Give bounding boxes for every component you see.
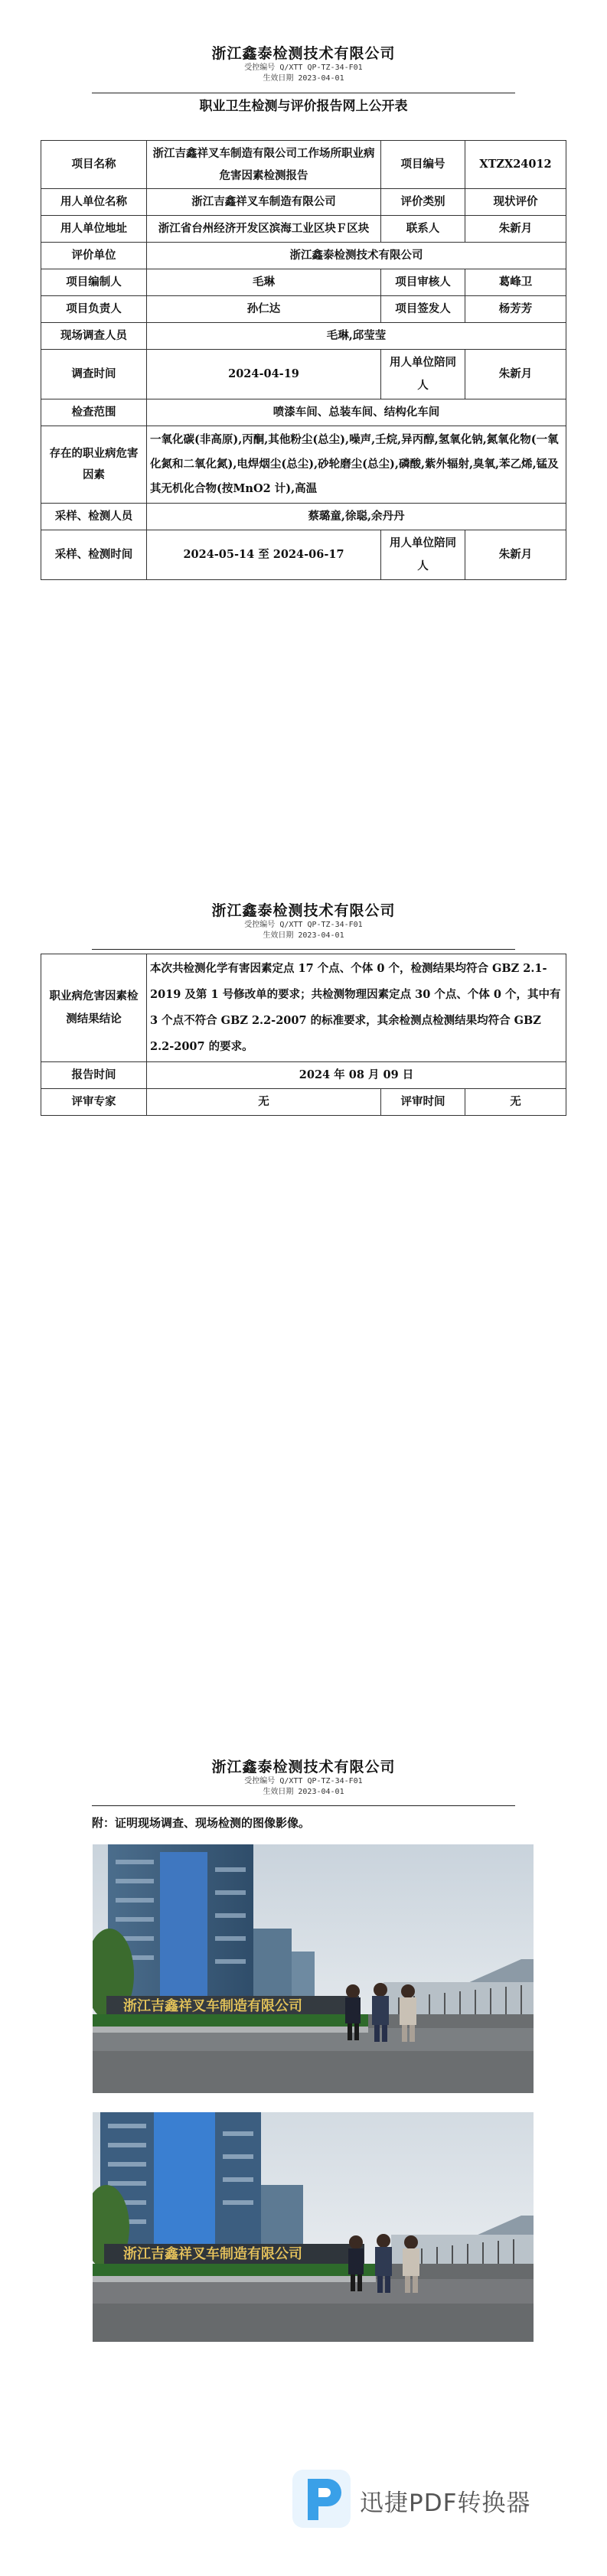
compiler-label: 项目编制人 bbox=[41, 269, 147, 296]
reviewer-label: 项目审核人 bbox=[381, 269, 465, 296]
escort2-value: 朱新月 bbox=[465, 530, 566, 580]
page-title: 职业卫生检测与评价报告网上公开表 bbox=[199, 99, 408, 114]
survey-time-label: 调查时间 bbox=[41, 350, 147, 399]
sampling-time-label: 采样、检测时间 bbox=[41, 530, 147, 580]
scope-value: 喷漆车间、总装车间、结构化车间 bbox=[147, 399, 566, 426]
conclusion-label: 职业病危害因素检测结果结论 bbox=[41, 954, 147, 1062]
table-row bbox=[41, 243, 566, 269]
hazards-value: 一氧化碳(非高原),丙酮,其他粉尘(总尘),噪声,壬烷,异丙醇,氢氧化钠,氮氧化物(一氧化氮和二氧化氮),电焊烟尘(总尘),砂轮磨尘(总尘),磷酸,紫外辐射,臭氧,苯乙烯,锰及其无机化合物(按MnO2 计),高温 bbox=[147, 426, 566, 504]
attachment-note: 附：证明现场调查、现场检测的图像影像。 bbox=[92, 1816, 311, 1830]
table-row bbox=[41, 1062, 566, 1089]
survey-time-value: 2024-04-19 bbox=[147, 350, 381, 399]
header-divider bbox=[92, 949, 515, 950]
table-row bbox=[41, 504, 566, 530]
site-photo-2 bbox=[93, 2112, 534, 2342]
escort1-value: 朱新月 bbox=[465, 350, 566, 399]
pdf-converter-logo-text: 迅捷PDF转换器 bbox=[360, 2490, 531, 2517]
conclusion-value: 本次共检测化学有害因素定点 17 个点、个体 0 个，检测结果均符合 GBZ 2.1-2019 及第 1 号修改单的要求；共检测物理因素定点 30 个点、个体 0 个，其中有 3 个点不符合 GBZ 2.2-2007 的标准要求，其余检测点检测结果均符合 GBZ 2.2-2007 的要求。 bbox=[147, 954, 566, 1062]
expert-time-value: 无 bbox=[465, 1089, 566, 1116]
photo-sign-text: 浙江吉鑫祥叉车制造有限公司 bbox=[123, 2246, 302, 2262]
expert-label: 评审专家 bbox=[41, 1089, 147, 1116]
table-row bbox=[41, 216, 566, 243]
employer-address-value: 浙江省台州经济开发区滨海工业区块Ｆ区块 bbox=[147, 216, 381, 243]
manager-value: 孙仁达 bbox=[147, 296, 381, 323]
table-row bbox=[41, 189, 566, 216]
signer-label: 项目签发人 bbox=[381, 296, 465, 323]
employer-label: 用人单位名称 bbox=[41, 189, 147, 216]
site-photo-1-image bbox=[93, 1844, 534, 2093]
site-photo-2-image bbox=[93, 2112, 534, 2342]
employer-address-label: 用人单位地址 bbox=[41, 216, 147, 243]
report-time-value: 2024 年 08 月 09 日 bbox=[147, 1062, 566, 1089]
company-name: 浙江鑫泰检测技术有限公司 bbox=[211, 1759, 396, 1775]
eval-type-label: 评价类别 bbox=[381, 189, 465, 216]
conclusion-table bbox=[41, 954, 566, 1116]
surveyors-value: 毛琳,邱莹莹 bbox=[147, 323, 566, 350]
effective-date: 生效日期 2023-04-01 bbox=[263, 931, 344, 940]
scope-label: 检查范围 bbox=[41, 399, 147, 426]
hazards-label: 存在的职业病危害因素 bbox=[41, 426, 147, 504]
signer-value: 杨芳芳 bbox=[465, 296, 566, 323]
table-row bbox=[41, 350, 566, 399]
manager-label: 项目负责人 bbox=[41, 296, 147, 323]
eval-unit-value: 浙江鑫泰检测技术有限公司 bbox=[147, 243, 566, 269]
page1-header bbox=[0, 44, 607, 84]
table-row bbox=[41, 399, 566, 426]
report-time-label: 报告时间 bbox=[41, 1062, 147, 1089]
expert-value: 无 bbox=[147, 1089, 381, 1116]
expert-time-label: 评审时间 bbox=[381, 1089, 465, 1116]
table-row bbox=[41, 426, 566, 504]
effective-date: 生效日期 2023-04-01 bbox=[263, 1788, 344, 1796]
project-no-value: XTZX24012 bbox=[465, 141, 566, 189]
page3-header bbox=[0, 1758, 607, 1798]
control-number: 受控编号 Q/XTT QP-TZ-34-F01 bbox=[244, 64, 363, 72]
surveyors-label: 现场调查人员 bbox=[41, 323, 147, 350]
escort1-label: 用人单位陪同人 bbox=[381, 350, 465, 399]
reviewer-value: 葛峰卫 bbox=[465, 269, 566, 296]
contact-value: 朱新月 bbox=[465, 216, 566, 243]
control-number: 受控编号 Q/XTT QP-TZ-34-F01 bbox=[244, 1777, 363, 1785]
compiler-value: 毛琳 bbox=[147, 269, 381, 296]
table-row bbox=[41, 323, 566, 350]
company-name: 浙江鑫泰检测技术有限公司 bbox=[211, 902, 396, 919]
pdf-converter-logo-icon bbox=[291, 2468, 352, 2529]
photo-sign-text: 浙江吉鑫祥叉车制造有限公司 bbox=[123, 1998, 302, 2014]
pdf-converter-logo bbox=[291, 2464, 566, 2533]
eval-unit-label: 评价单位 bbox=[41, 243, 147, 269]
table-row bbox=[41, 269, 566, 296]
header-divider bbox=[92, 1805, 515, 1806]
table-row bbox=[41, 954, 566, 1062]
page2-header bbox=[0, 902, 607, 941]
table-row bbox=[41, 1089, 566, 1116]
project-no-label: 项目编号 bbox=[381, 141, 465, 189]
project-name-label: 项目名称 bbox=[41, 141, 147, 189]
escort2-label: 用人单位陪同人 bbox=[381, 530, 465, 580]
table-row bbox=[41, 530, 566, 580]
table-row bbox=[41, 141, 566, 189]
project-name-value: 浙江吉鑫祥叉车制造有限公司工作场所职业病危害因素检测报告 bbox=[147, 141, 381, 189]
eval-type-value: 现状评价 bbox=[465, 189, 566, 216]
effective-date: 生效日期 2023-04-01 bbox=[263, 74, 344, 83]
report-info-table bbox=[41, 140, 566, 580]
table-row bbox=[41, 296, 566, 323]
sampling-time-value: 2024-05-14 至 2024-06-17 bbox=[147, 530, 381, 580]
site-photo-1 bbox=[93, 1844, 534, 2093]
employer-value: 浙江吉鑫祥叉车制造有限公司 bbox=[147, 189, 381, 216]
samplers-label: 采样、检测人员 bbox=[41, 504, 147, 530]
company-name: 浙江鑫泰检测技术有限公司 bbox=[211, 45, 396, 62]
samplers-value: 蔡璐童,徐聪,余丹丹 bbox=[147, 504, 566, 530]
contact-label: 联系人 bbox=[381, 216, 465, 243]
control-number: 受控编号 Q/XTT QP-TZ-34-F01 bbox=[244, 921, 363, 929]
